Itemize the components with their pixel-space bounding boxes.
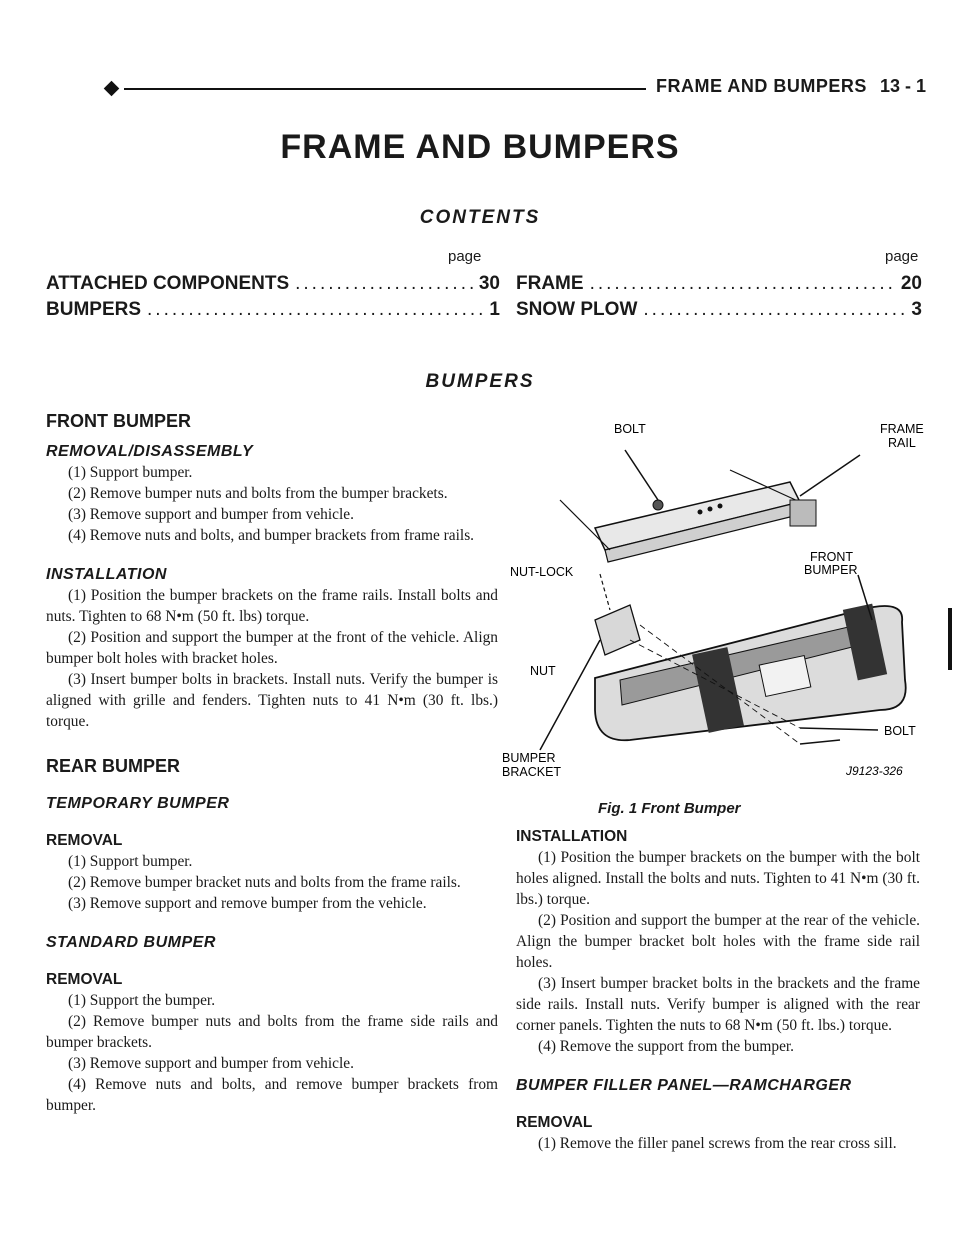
label-bumper-bracket-line1: BUMPER xyxy=(502,751,556,765)
running-header-title: FRAME AND BUMPERS xyxy=(656,76,867,96)
label-bolt-right: BOLT xyxy=(884,724,916,738)
label-bolt-top: BOLT xyxy=(614,422,646,436)
toc-entry[interactable] xyxy=(516,273,922,299)
step-text: (1) Position the bumper brackets on the frame rails. Install bolts and nuts. Tighten to 68 N•m (50 ft. lbs) torque. xyxy=(46,587,498,625)
contents-left-list xyxy=(46,273,500,325)
label-front-bumper-line1: FRONT xyxy=(810,550,854,564)
contents-page-label-right: page xyxy=(885,248,919,265)
toc-leader xyxy=(643,299,905,321)
contents-right-list xyxy=(516,273,922,325)
toc-entry-page: 3 xyxy=(911,299,922,320)
standard-removal-heading: REMOVAL xyxy=(46,971,123,988)
toc-entry-page: 1 xyxy=(489,299,500,320)
step-text: (4) Remove the support from the bumper. xyxy=(538,1038,795,1055)
rear-bumper-heading: REAR BUMPER xyxy=(46,756,181,776)
step-text: (1) Position the bumper brackets on the bumper with the bolt holes aligned. Install the bolts and nuts. Tighten to 41 N•m (30 ft. lbs.) torque. xyxy=(516,849,920,908)
bumper-bracket-shape xyxy=(595,605,640,655)
step-text: (3) Remove support and bumper from vehicle. xyxy=(68,506,354,523)
step-text: (3) Insert bumper bracket bolts in the brackets and the frame side rails. Install nuts. Verify bumper is aligned with the rear corner panels. Tighten the nuts to 68 N•m (50 ft. lbs.) torque. xyxy=(516,975,920,1034)
right-column xyxy=(516,826,920,1154)
toc-entry-name: BUMPERS xyxy=(46,299,142,320)
label-frame-rail-line1: FRAME xyxy=(880,422,924,436)
label-nut: NUT xyxy=(530,664,556,678)
toc-entry[interactable] xyxy=(516,299,922,325)
step-text: (4) Remove nuts and bolts, and bumper brackets from frame rails. xyxy=(68,527,475,544)
section-heading: BUMPERS xyxy=(425,371,535,392)
toc-leader xyxy=(147,299,483,321)
toc-entry[interactable] xyxy=(46,273,500,299)
bolt-top-shape xyxy=(653,500,663,510)
toc-entry-page: 20 xyxy=(900,273,922,294)
margin-change-bar xyxy=(948,608,952,670)
step-text: (2) Position and support the bumper at the rear of the vehicle. Align the bumper bracket bolt holes with the frame side rail holes. xyxy=(516,912,920,971)
contents-page-label-left: page xyxy=(448,248,482,265)
step-text: (3) Insert bumper bolts in brackets. Install nuts. Verify the bumper is aligned with grille and fenders. Tighten nuts to 41 N•m (30 ft. lbs.) torque. xyxy=(46,671,498,730)
page-title: FRAME AND BUMPERS xyxy=(280,128,680,166)
toc-leader xyxy=(295,273,473,295)
header-diamond-icon xyxy=(104,81,120,97)
front-bumper-heading: FRONT BUMPER xyxy=(46,411,191,431)
page-number: 13 - 1 xyxy=(879,76,926,96)
toc-entry-name: ATTACHED COMPONENTS xyxy=(46,273,290,294)
label-frame-rail-line2: RAIL xyxy=(888,436,916,450)
step-text: (2) Remove bumper bracket nuts and bolts from the frame rails. xyxy=(68,874,461,891)
step-text: (1) Support bumper. xyxy=(68,464,193,481)
front-bumper-diagram xyxy=(500,410,930,790)
toc-entry-name: FRAME xyxy=(516,273,584,294)
step-text: (2) Remove bumper nuts and bolts from the bumper brackets. xyxy=(68,485,448,502)
toc-entry-name: SNOW PLOW xyxy=(516,299,638,320)
step-text: (2) Remove bumper nuts and bolts from the frame side rails and bumper brackets. xyxy=(46,1013,498,1051)
left-column xyxy=(46,411,498,1116)
standard-bumper-heading: STANDARD BUMPER xyxy=(46,934,216,951)
step-text: (1) Remove the filler panel screws from the rear cross sill. xyxy=(538,1135,897,1152)
step-text: (3) Remove support and remove bumper from the vehicle. xyxy=(68,895,427,912)
label-front-bumper-line2: BUMPER xyxy=(804,563,858,577)
removal-disassembly-heading: REMOVAL/DISASSEMBLY xyxy=(46,443,254,460)
rear-installation-heading: INSTALLATION xyxy=(516,828,628,845)
filler-panel-heading: BUMPER FILLER PANEL—RAMCHARGER xyxy=(516,1077,852,1094)
toc-entry-page: 30 xyxy=(478,273,500,294)
header-rule xyxy=(124,88,646,90)
temporary-removal-heading: REMOVAL xyxy=(46,832,123,849)
figure-caption: Fig. 1 Front Bumper xyxy=(598,800,741,817)
figure-code: J9123-326 xyxy=(846,764,903,778)
contents-heading: CONTENTS xyxy=(419,207,541,228)
step-text: (1) Support the bumper. xyxy=(68,992,216,1009)
step-text: (4) Remove nuts and bolts, and remove bumper brackets from bumper. xyxy=(46,1076,498,1114)
step-text: (2) Position and support the bumper at the front of the vehicle. Align bumper bolt holes with bracket holes. xyxy=(46,629,498,667)
label-bumper-bracket-line2: BRACKET xyxy=(502,765,562,779)
toc-entry[interactable] xyxy=(46,299,500,325)
label-nut-lock: NUT-LOCK xyxy=(510,565,574,579)
toc-leader xyxy=(590,273,895,295)
frame-end-plate xyxy=(790,500,816,526)
temporary-bumper-heading: TEMPORARY BUMPER xyxy=(46,795,230,812)
filler-removal-heading: REMOVAL xyxy=(516,1114,593,1131)
step-text: (1) Support bumper. xyxy=(68,853,193,870)
installation-heading: INSTALLATION xyxy=(46,566,167,583)
step-text: (3) Remove support and bumper from vehicle. xyxy=(68,1055,354,1072)
